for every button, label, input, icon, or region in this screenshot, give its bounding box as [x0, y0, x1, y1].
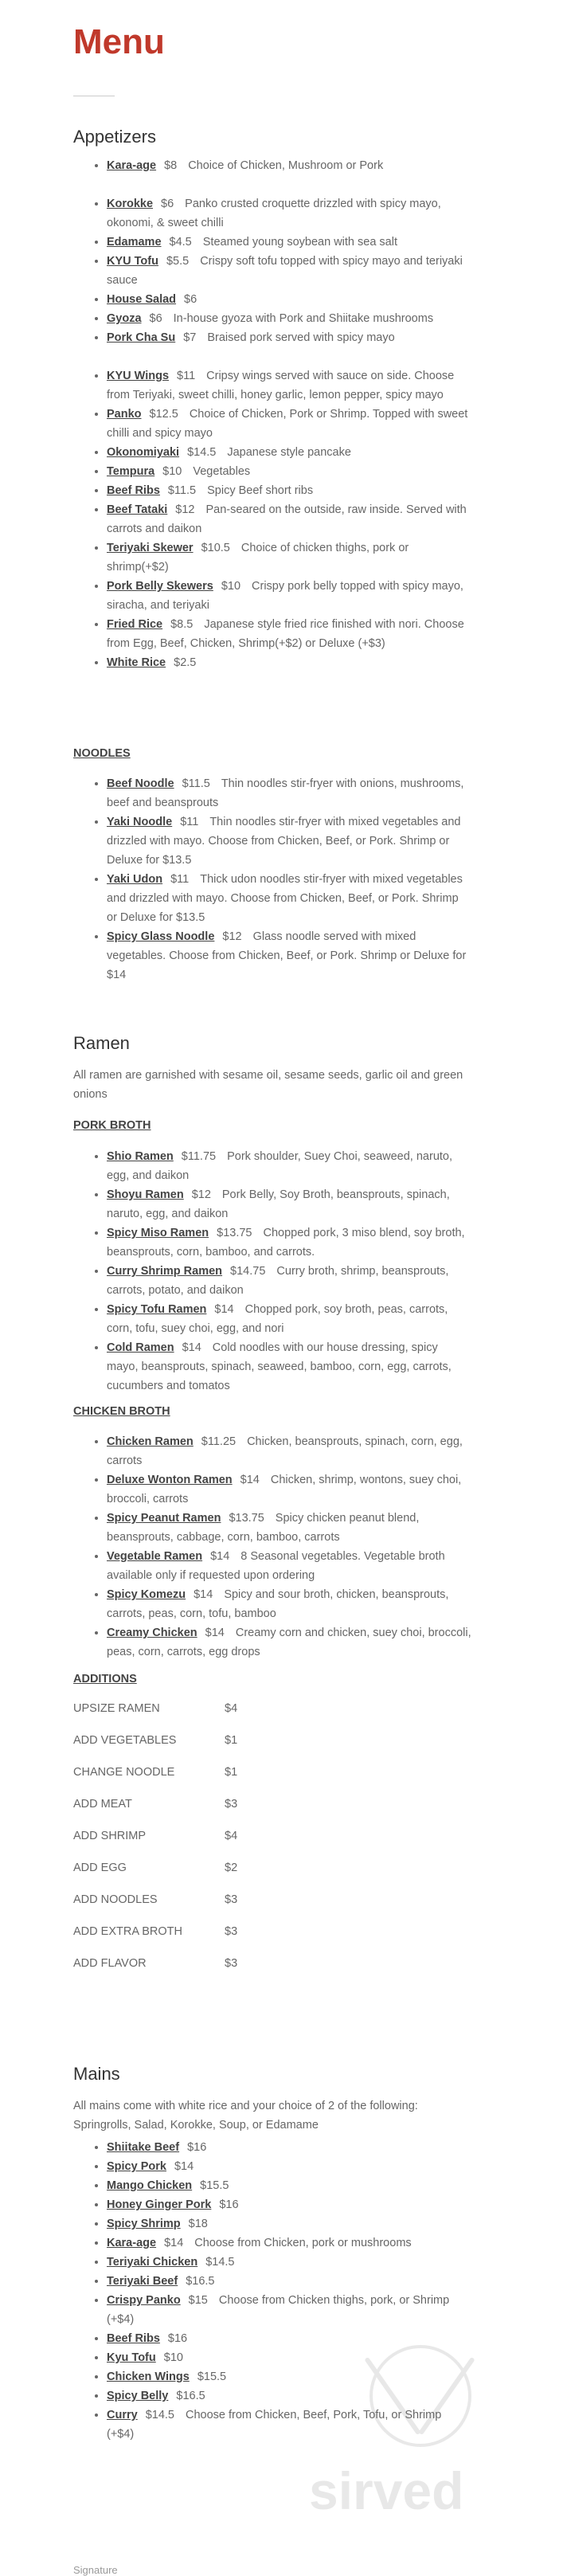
item-price: $12 — [175, 503, 195, 516]
ramen-intro: All ramen are garnished with sesame oil, sesame seeds, garlic oil and green onions — [73, 1069, 463, 1101]
item-price: $8 — [164, 159, 178, 172]
menu-item — [107, 1147, 471, 1185]
item-price: $14.5 — [205, 2256, 235, 2269]
item-name[interactable]: Gyoza — [107, 312, 142, 325]
item-name[interactable]: Crispy Panko — [107, 2294, 181, 2307]
item-name[interactable]: Teriyaki Beef — [107, 2275, 178, 2288]
appetizers-heading: Appetizers — [73, 127, 156, 147]
fork-knife-icon — [364, 2347, 475, 2445]
item-description: Cold noodles with our house dressing, spicy mayo, beansprouts, spinach, seaweed, bamboo, corn, egg, carrots, cucumbers and tomatos — [107, 1341, 452, 1392]
addition-row — [73, 1858, 312, 1890]
menu-item — [107, 1185, 471, 1223]
item-price: $14 — [210, 1550, 230, 1563]
item-description: 8 Seasonal vegetables. Vegetable broth available only if requested upon ordering — [107, 1550, 445, 1582]
item-name[interactable]: Yaki Noodle — [107, 816, 173, 828]
item-price: $8.5 — [170, 618, 194, 631]
item-name[interactable]: Cold Ramen — [107, 1341, 174, 1354]
item-price: $14 — [194, 1588, 213, 1601]
menu-item — [107, 1338, 471, 1396]
menu-item — [107, 1300, 471, 1338]
item-name[interactable]: Chicken Ramen — [107, 1435, 194, 1448]
item-name[interactable]: Honey Ginger Pork — [107, 2198, 212, 2211]
menu-item — [107, 1262, 471, 1300]
item-name[interactable]: Kyu Tofu — [107, 2351, 156, 2364]
item-price: $14.5 — [145, 2409, 174, 2421]
menu-item — [107, 156, 471, 175]
addition-price: $3 — [225, 1925, 238, 1938]
item-price: $2.5 — [174, 656, 197, 669]
menu-item — [107, 927, 471, 985]
item-name[interactable]: Pork Cha Su — [107, 331, 176, 344]
chicken-broth-list — [73, 1432, 471, 1662]
item-description: Choice of Chicken, Pork or Shrimp. Topped with sweet chilli and spicy mayo — [107, 408, 468, 440]
menu-item — [107, 1223, 471, 1262]
item-description: Steamed young soybean with sea salt — [202, 236, 397, 249]
item-description: Pork Belly, Soy Broth, beansprouts, spinach, naruto, egg, and daikon — [107, 1188, 450, 1220]
item-price: $11 — [170, 873, 190, 886]
menu-item — [107, 2253, 471, 2272]
pork-broth-heading: PORK BROTH — [73, 1119, 151, 1132]
item-price: $14 — [205, 1627, 225, 1639]
item-name[interactable]: KYU Wings — [107, 370, 170, 382]
item-price: $10 — [221, 580, 241, 593]
item-price: $12.5 — [149, 408, 178, 421]
item-name[interactable]: Shiitake Beef — [107, 2141, 180, 2154]
noodles-list — [73, 774, 471, 985]
item-name[interactable]: House Salad — [107, 293, 177, 306]
item-description: Crispy soft tofu topped with spicy mayo and teriyaki sauce — [107, 255, 463, 287]
item-name[interactable]: Spicy Miso Ramen — [107, 1227, 209, 1239]
addition-row — [73, 1731, 312, 1763]
item-name[interactable]: Creamy Chicken — [107, 1627, 197, 1639]
item-name[interactable]: Deluxe Wonton Ramen — [107, 1474, 233, 1486]
menu-item — [107, 538, 471, 577]
menu-item — [107, 405, 471, 443]
item-description: Panko crusted croquette drizzled with spicy mayo, okonomi, & sweet chilli — [107, 198, 441, 229]
item-name[interactable]: Spicy Komezu — [107, 1588, 186, 1601]
addition-name: CHANGE NOODLE — [73, 1766, 175, 1779]
menu-item — [107, 233, 471, 252]
item-description: Chicken, shrimp, wontons, suey choi, broccoli, carrots — [107, 1474, 462, 1505]
item-description: Chopped pork, 3 miso blend, soy broth, beansprouts, corn, bamboo, and carrots. — [107, 1227, 465, 1259]
page-title: Menu — [73, 22, 165, 61]
menu-item — [107, 1547, 471, 1585]
menu-item — [107, 615, 471, 653]
item-description: Chopped pork, soy broth, peas, carrots, corn, tofu, suey choi, egg, and nori — [107, 1303, 448, 1335]
item-description: Choice of chicken thighs, pork or shrimp(+$2) — [107, 542, 409, 574]
item-price: $11 — [180, 816, 199, 828]
item-name[interactable]: Beef Noodle — [107, 777, 174, 790]
menu-item — [107, 2291, 471, 2329]
menu-item — [107, 1470, 471, 1509]
menu-item — [107, 653, 471, 672]
menu-item — [107, 366, 471, 405]
addition-row — [73, 1922, 312, 1954]
sirved-watermark — [301, 2324, 540, 2531]
menu-item — [107, 2176, 471, 2195]
menu-item — [107, 1509, 471, 1547]
menu-item — [107, 2138, 471, 2157]
addition-name: ADD MEAT — [73, 1798, 132, 1811]
item-price: $15 — [188, 2294, 208, 2307]
addition-name: ADD SHRIMP — [73, 1830, 147, 1842]
item-price: $11 — [177, 370, 196, 382]
item-price: $14 — [164, 2237, 184, 2249]
item-price: $16 — [167, 2332, 188, 2345]
item-price: $14 — [214, 1303, 234, 1316]
item-description: Thick udon noodles stir-fryer with mixed vegetables and drizzled with mayo. Choose from Chicken, Beef, or Pork. Shrimp or Deluxe for $13.5 — [107, 873, 463, 924]
chicken-broth-heading: CHICKEN BROTH — [73, 1405, 170, 1418]
addition-name: UPSIZE RAMEN — [73, 1702, 160, 1715]
item-name[interactable]: Tempura — [107, 465, 155, 478]
item-name[interactable]: Fried Rice — [107, 618, 163, 631]
menu-item — [107, 194, 471, 233]
menu-item — [107, 443, 471, 462]
addition-price: $1 — [225, 1766, 238, 1779]
addition-row — [73, 1826, 312, 1858]
item-name[interactable]: Spicy Shrimp — [107, 2218, 181, 2230]
item-price: $12 — [191, 1188, 211, 1201]
item-name[interactable]: Beef Ribs — [107, 484, 160, 497]
item-price: $16.5 — [186, 2275, 215, 2288]
addition-row — [73, 1954, 312, 1986]
item-name[interactable]: Chicken Wings — [107, 2370, 190, 2383]
item-name[interactable]: Beef Tataki — [107, 503, 168, 516]
item-name[interactable]: Korokke — [107, 198, 154, 210]
item-price: $16 — [187, 2141, 207, 2154]
addition-name: ADD FLAVOR — [73, 1957, 147, 1970]
item-name[interactable]: Panko — [107, 408, 142, 421]
menu-item — [107, 481, 471, 500]
menu-item — [107, 2233, 471, 2253]
item-price: $4.5 — [169, 236, 192, 249]
item-name[interactable]: White Rice — [107, 656, 166, 669]
item-description: Choose from Chicken, Beef, Pork, Tofu, or Shrimp (+$4) — [107, 2409, 442, 2441]
addition-price: $4 — [225, 1830, 238, 1842]
item-description: Creamy corn and chicken, suey choi, broccoli, peas, corn, carrots, egg drops — [107, 1627, 471, 1658]
item-price: $15.5 — [197, 2370, 227, 2383]
footer-cut-text: Signature — [73, 2564, 118, 2576]
appetizers-list — [73, 156, 471, 672]
item-description: Japanese style pancake — [227, 446, 351, 459]
addition-price: $4 — [225, 1702, 238, 1715]
menu-item — [107, 328, 471, 347]
item-price: $13.75 — [217, 1227, 252, 1239]
item-price: $14.5 — [187, 446, 217, 459]
item-price: $10 — [162, 465, 182, 478]
addition-price: $2 — [225, 1862, 238, 1874]
item-price: $11.25 — [201, 1435, 237, 1448]
menu-item — [107, 812, 471, 870]
menu-item — [107, 500, 471, 538]
addition-name: ADD VEGETABLES — [73, 1734, 177, 1747]
item-price: $12 — [222, 930, 242, 943]
menu-item — [107, 1623, 471, 1662]
mains-heading: Mains — [73, 2064, 120, 2084]
item-description: Pork shoulder, Suey Choi, seaweed, naruto, egg, and daikon — [107, 1150, 452, 1182]
item-name[interactable]: Okonomiyaki — [107, 446, 180, 459]
item-name[interactable]: Mango Chicken — [107, 2179, 193, 2192]
menu-item — [107, 2157, 471, 2176]
item-description: Choose from Chicken, pork or mushrooms — [194, 2237, 412, 2249]
watermark-brand: sirved — [309, 2461, 464, 2520]
item-name[interactable]: Yaki Udon — [107, 873, 163, 886]
addition-row — [73, 1890, 312, 1922]
item-name[interactable]: Spicy Peanut Ramen — [107, 1512, 221, 1525]
item-price: $14 — [174, 2160, 194, 2173]
menu-item — [107, 462, 471, 481]
item-description: Thin noodles stir-fryer with onions, mushrooms, beef and beansprouts — [107, 777, 464, 809]
item-name[interactable]: Spicy Tofu Ramen — [107, 1303, 207, 1316]
pork-broth-list — [73, 1147, 471, 1396]
item-price: $5.5 — [166, 255, 190, 268]
item-price: $14 — [182, 1341, 201, 1354]
item-name[interactable]: Vegetable Ramen — [107, 1550, 203, 1563]
item-description: Curry broth, shrimp, beansprouts, carrots, potato, and daikon — [107, 1265, 449, 1297]
item-price: $11.75 — [181, 1150, 217, 1163]
noodles-heading: NOODLES — [73, 747, 131, 760]
item-price: $10.5 — [201, 542, 230, 554]
item-price: $16.5 — [176, 2390, 205, 2402]
addition-price: $3 — [225, 1798, 238, 1811]
menu-item — [107, 290, 471, 309]
item-description: Thin noodles stir-fryer with mixed vegetables and drizzled with mayo. Choose from Chicken, Beef, or Pork. Shrimp or Deluxe for $13.5 — [107, 816, 461, 867]
addition-price: $3 — [225, 1893, 238, 1906]
menu-item — [107, 1432, 471, 1470]
item-name[interactable]: KYU Tofu — [107, 255, 158, 268]
item-description: Choose from Chicken thighs, pork, or Shrimp (+$4) — [107, 2294, 450, 2326]
item-price: $14 — [240, 1474, 260, 1486]
item-description: Chicken, beansprouts, spinach, corn, egg, carrots — [107, 1435, 463, 1467]
menu-item — [107, 309, 471, 328]
menu-item — [107, 2214, 471, 2233]
menu-item — [107, 2195, 471, 2214]
item-name[interactable]: Edamame — [107, 236, 162, 249]
item-price: $6 — [184, 293, 197, 306]
item-name[interactable]: Spicy Glass Noodle — [107, 930, 215, 943]
item-description: Pan-seared on the outside, raw inside. Served with carrots and daikon — [107, 503, 467, 535]
item-description: Spicy chicken peanut blend, beansprouts, cabbage, corn, bamboo, carrots — [107, 1512, 420, 1544]
mains-intro: All mains come with white rice and your choice of 2 of the following: Springrolls, Salad, Korokke, Soup, or Edamame — [73, 2100, 418, 2132]
addition-row — [73, 1699, 312, 1731]
addition-row — [73, 1795, 312, 1826]
menu-item — [107, 1585, 471, 1623]
item-name[interactable]: Spicy Pork — [107, 2160, 166, 2173]
item-price: $10 — [163, 2351, 183, 2364]
menu-item — [107, 2272, 471, 2291]
menu-item — [107, 577, 471, 615]
item-description: Cripsy wings served with sauce on side. Choose from Teriyaki, sweet chilli, honey garlic, lemon pepper, spicy mayo — [107, 370, 455, 401]
ramen-heading: Ramen — [73, 1033, 130, 1053]
item-description: Braised pork served with spicy mayo — [207, 331, 395, 344]
item-name[interactable]: Shoyu Ramen — [107, 1188, 184, 1201]
item-description: Japanese style fried rice finished with nori. Choose from Egg, Beef, Chicken, Shrimp(+$2) or Deluxe (+$3) — [107, 618, 464, 650]
item-price: $13.75 — [229, 1512, 264, 1525]
item-name[interactable]: Teriyaki Chicken — [107, 2256, 198, 2269]
addition-name: ADD NOODLES — [73, 1893, 158, 1906]
item-description: Glass noodle served with mixed vegetables. Choose from Chicken, Beef, or Pork. Shrimp or Deluxe for $14 — [107, 930, 467, 981]
item-name[interactable]: Curry Shrimp Ramen — [107, 1265, 223, 1278]
item-price: $11.5 — [182, 777, 210, 790]
item-name[interactable]: Teriyaki Skewer — [107, 542, 194, 554]
item-price: $6 — [161, 198, 174, 210]
item-price: $7 — [183, 331, 197, 344]
additions-list — [73, 1699, 312, 1986]
item-name[interactable]: Kara-age — [107, 2237, 157, 2249]
item-name[interactable]: Pork Belly Skewers — [107, 580, 213, 593]
item-description: Spicy and sour broth, chicken, beansprouts, carrots, peas, corn, tofu, bamboo — [107, 1588, 449, 1620]
additions-heading: ADDITIONS — [73, 1673, 137, 1685]
addition-name: ADD EGG — [73, 1862, 127, 1874]
item-name[interactable]: Shio Ramen — [107, 1150, 174, 1163]
item-price: $18 — [188, 2218, 208, 2230]
addition-name: ADD EXTRA BROTH — [73, 1925, 182, 1938]
addition-price: $3 — [225, 1957, 238, 1970]
item-name[interactable]: Kara-age — [107, 159, 157, 172]
item-description: In-house gyoza with Pork and Shiitake mushrooms — [173, 312, 434, 325]
addition-price: $1 — [225, 1734, 238, 1747]
menu-item — [107, 774, 471, 812]
item-price: $14.75 — [230, 1265, 266, 1278]
item-description: Choice of Chicken, Mushroom or Pork — [188, 159, 384, 172]
addition-row — [73, 1763, 312, 1795]
menu-item — [107, 252, 471, 290]
item-name[interactable]: Curry — [107, 2409, 138, 2421]
item-name[interactable]: Spicy Belly — [107, 2390, 169, 2402]
item-price: $11.5 — [167, 484, 197, 497]
item-name[interactable]: Beef Ribs — [107, 2332, 160, 2345]
item-price: $15.5 — [200, 2179, 229, 2192]
item-description: Vegetables — [193, 465, 251, 478]
item-description: Crispy pork belly topped with spicy mayo, siracha, and teriyaki — [107, 580, 463, 612]
item-price: $6 — [149, 312, 162, 325]
menu-item — [107, 870, 471, 927]
item-description: Spicy Beef short ribs — [207, 484, 314, 497]
item-price: $16 — [219, 2198, 239, 2211]
